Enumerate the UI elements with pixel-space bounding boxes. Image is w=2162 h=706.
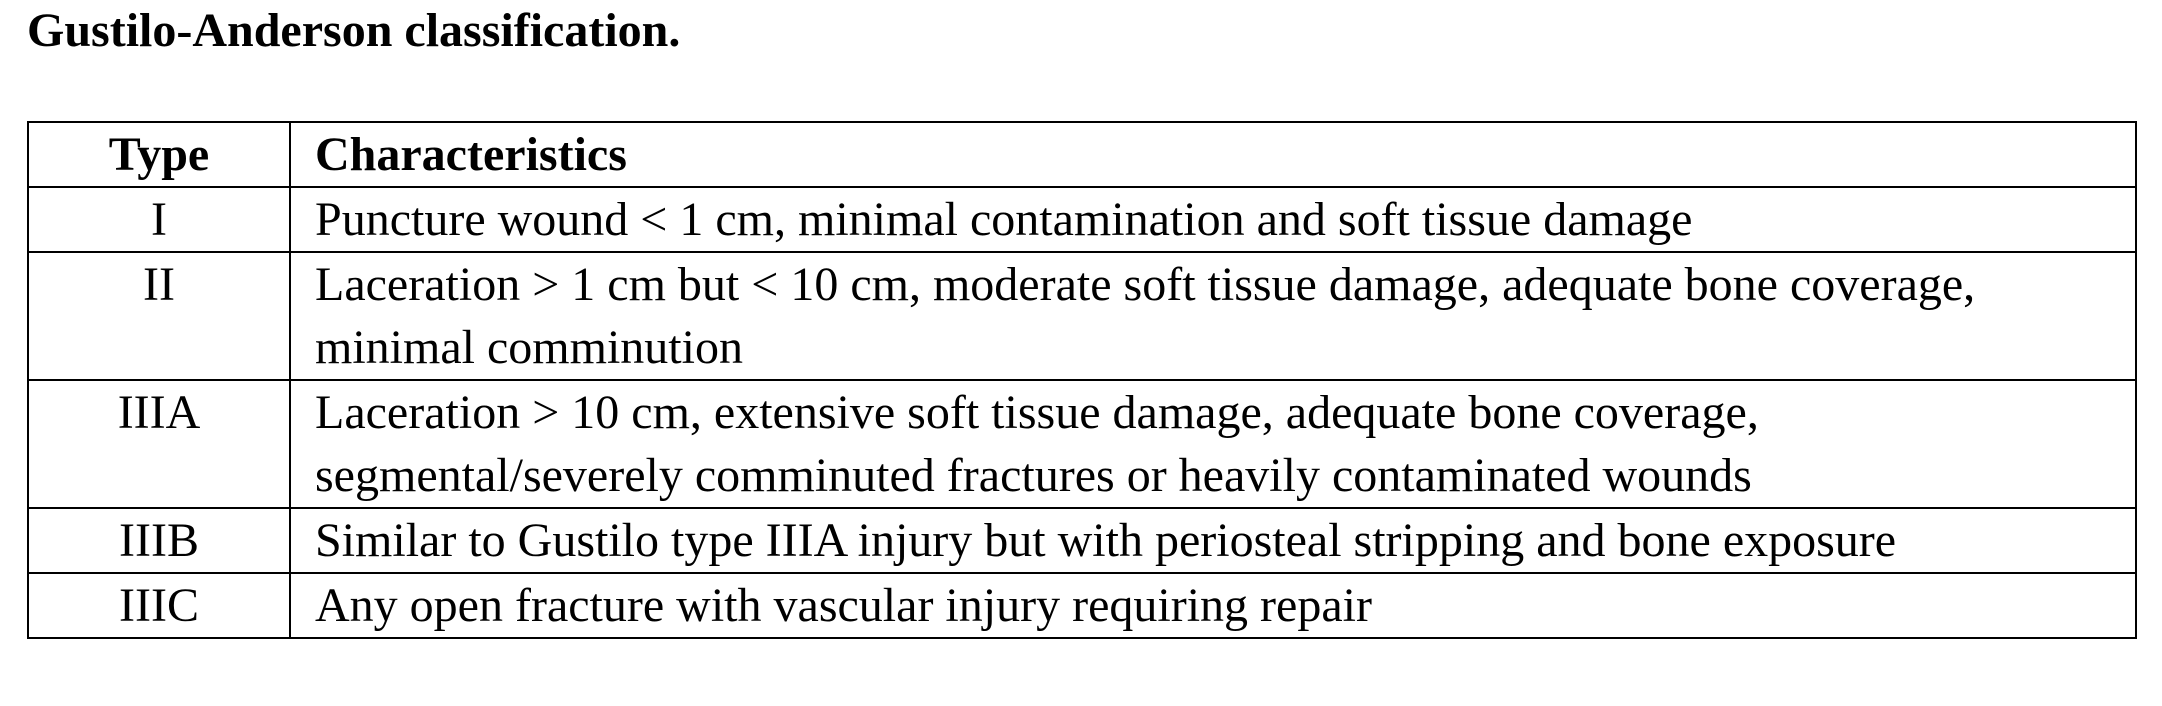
table-row — [28, 508, 2136, 573]
header-type: Type — [28, 122, 290, 187]
type-cell: IIIB — [28, 508, 290, 573]
table-body — [28, 187, 2136, 638]
characteristics-cell: Laceration > 1 cm but < 10 cm, moderate soft tissue damage, adequate bone coverage, minimal comminution — [290, 252, 2136, 380]
table-row — [28, 573, 2136, 638]
header-row — [28, 122, 2136, 187]
characteristics-cell: Similar to Gustilo type IIIA injury but with periosteal stripping and bone exposure — [290, 508, 2136, 573]
table-row — [28, 187, 2136, 252]
document-title: Gustilo-Anderson classification. — [27, 4, 681, 57]
characteristics-cell: Puncture wound < 1 cm, minimal contamination and soft tissue damage — [290, 187, 2136, 252]
type-cell: IIIA — [28, 380, 290, 508]
classification-table — [27, 121, 2137, 639]
characteristics-cell: Any open fracture with vascular injury requiring repair — [290, 573, 2136, 638]
table-row — [28, 252, 2136, 380]
type-cell: II — [28, 252, 290, 380]
type-cell: IIIC — [28, 573, 290, 638]
header-characteristics: Characteristics — [290, 122, 2136, 187]
table-row — [28, 380, 2136, 508]
characteristics-cell: Laceration > 10 cm, extensive soft tissue damage, adequate bone coverage, segmental/severely comminuted fractures or heavily contaminated wounds — [290, 380, 2136, 508]
table-header — [28, 122, 2136, 187]
type-cell: I — [28, 187, 290, 252]
